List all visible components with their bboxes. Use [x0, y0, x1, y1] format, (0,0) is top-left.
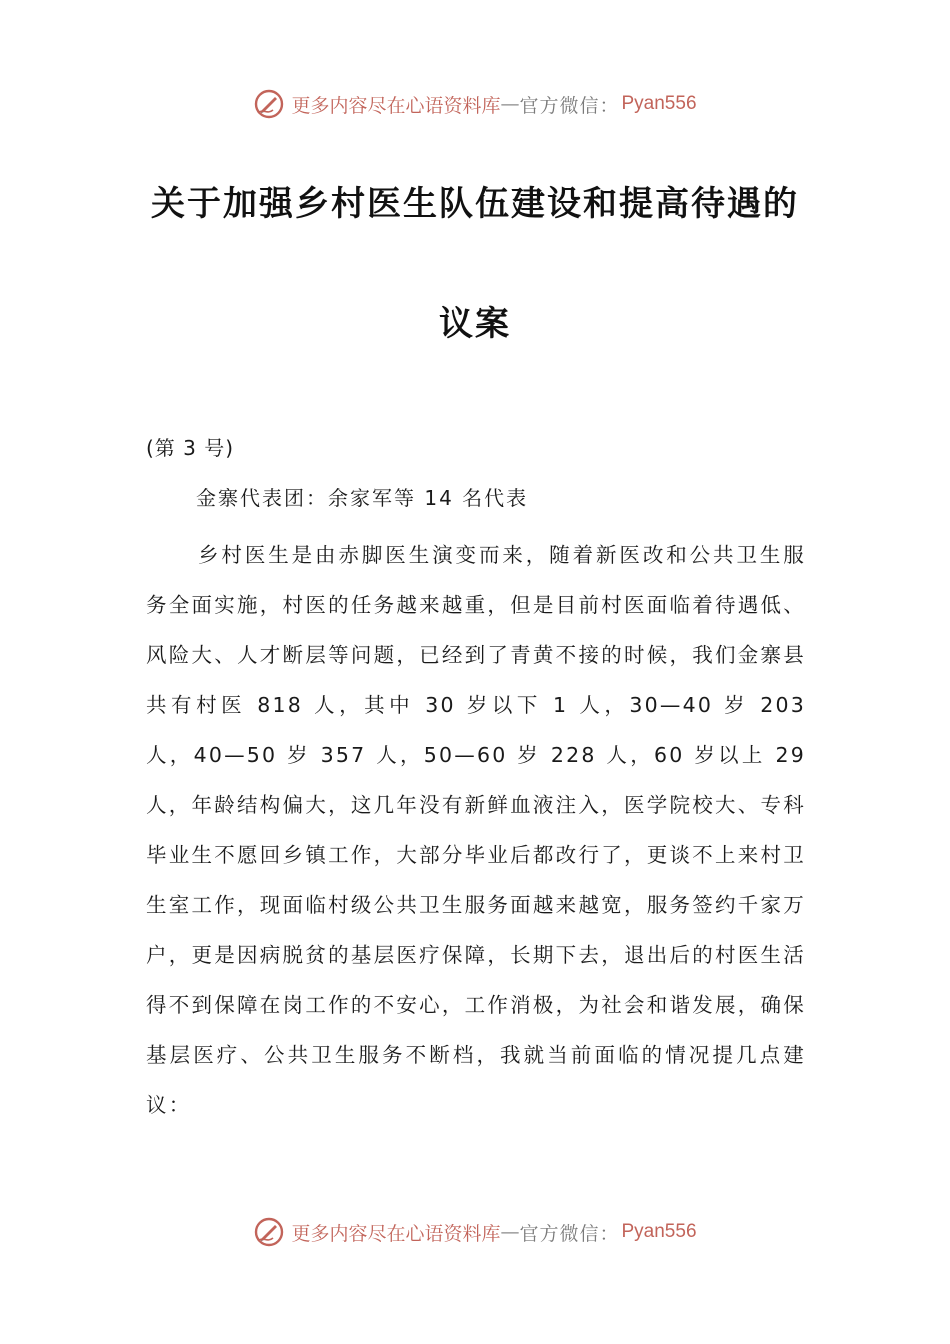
watermark-label: 官方微信： — [519, 1222, 620, 1245]
document-number: (第 3 号) — [146, 436, 235, 460]
watermark-dash: — — [500, 1221, 520, 1243]
pen-logo-icon — [253, 88, 285, 120]
watermark-footer — [0, 1210, 950, 1254]
watermark-wechat-id: Pyan556 — [621, 93, 697, 114]
page-title-line-2: 议案 — [439, 304, 511, 344]
watermark-label: 官方微信： — [519, 94, 620, 117]
page-title-line-1: 关于加强乡村医生队伍建设和提高待遇的 — [151, 184, 799, 224]
watermark-wechat-id: Pyan556 — [621, 1221, 697, 1242]
watermark-site-text: 更多内容尽在心语资料库 — [291, 1222, 501, 1245]
pen-logo-icon — [253, 1216, 285, 1248]
watermark-dash: — — [500, 93, 520, 115]
watermark-site-text: 更多内容尽在心语资料库 — [291, 94, 501, 117]
sponsor-line: 金寨代表团：余家军等 14 名代表 — [196, 486, 529, 510]
body-paragraph: 乡村医生是由赤脚医生演变而来，随着新医改和公共卫生服务全面实施，村医的任务越来越重，但是目前村医面临着待遇低、风险大、人才断层等问题，已经到了青黄不接的时候，我们金寨县共有村医 818 人，其中 30 岁以下 1 人，30—40 岁 203 人，40—50 岁 357 人，50—60 岁 228 人，60 岁以上 29 人，年龄结构偏大，这几年没有新鲜血液注入，医学院校大、专科毕业生不愿回乡镇工作，大部分毕业后都改行了，更谈不上来村卫生室工作，现面临村级公共卫生服务面越来越宽，服务签约千家万户，更是因病脱贫的基层医疗保障，长期下去，退出后的村医生活得不到保障在岗工作的不安心，工作消极，为社会和谐发展，确保基层医疗、公共卫生服务不断档，我就当前面临的情况提几点建议： — [146, 543, 806, 1117]
watermark-header — [0, 82, 950, 126]
